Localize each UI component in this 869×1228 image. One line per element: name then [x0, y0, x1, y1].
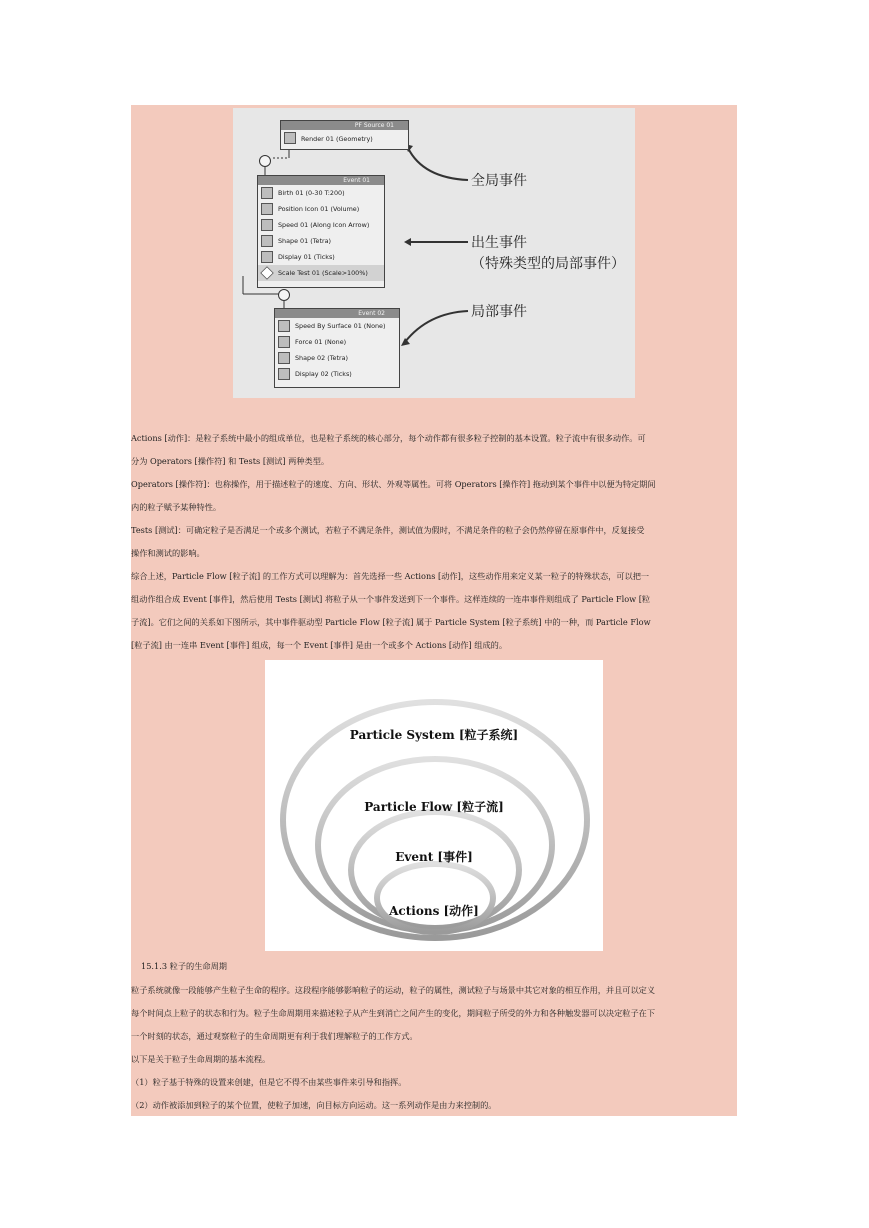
node-operator-row[interactable]: Birth 01 (0-30 T:200): [258, 185, 384, 201]
annotation-birth-event: 出生事件: [471, 235, 527, 251]
node-title: Event 02: [275, 309, 399, 318]
event-02-node[interactable]: [274, 308, 400, 388]
pf-source-node[interactable]: [280, 120, 409, 150]
speed-icon: [261, 219, 273, 231]
event-01-node[interactable]: [257, 175, 385, 288]
body-text-line: 以下是关于粒子生命周期的基本流程。: [131, 1054, 271, 1064]
display-icon: [278, 368, 290, 380]
node-operator-row[interactable]: Shape 02 (Tetra): [275, 350, 399, 366]
annotation-local-event: 局部事件: [471, 304, 527, 320]
body-text-line: 粒子系统就像一段能够产生粒子生命的程序。这段程序能够影响粒子的运动，粒子的属性，测试粒子与场景中其它对象的相互作用，并且可以定义: [131, 985, 656, 995]
body-text-line: 综合上述，Particle Flow [粒子流] 的工作方式可以理解为：首先选择一些 Actions [动作]，这些动作用来定义某一粒子的特殊状态，可以把一: [131, 571, 650, 581]
event-connector-icon: [278, 289, 290, 301]
node-title: PF Source 01: [281, 121, 408, 130]
annotation-global-event: 全局事件: [471, 173, 527, 189]
node-operator-row[interactable]: Render 01 (Geometry): [281, 130, 408, 148]
body-text-line: 每个时间点上粒子的状态和行为。粒子生命周期用来描述粒子从产生到消亡之间产生的变化，期间粒子所受的外力和各种触发器可以决定粒子在下: [131, 1008, 656, 1018]
label-particle-system: Particle System [粒子系统]: [349, 728, 519, 742]
node-operator-row[interactable]: Speed By Surface 01 (None): [275, 318, 399, 334]
body-text-line: 组动作组合成 Event [事件]，然后使用 Tests [测试] 将粒子从一个事件发送到下一个事件。这样连续的一连串事件则组成了 Particle Flow [粒: [131, 594, 651, 604]
node-operator-row[interactable]: Display 01 (Ticks): [258, 249, 384, 265]
body-text-line: 内的粒子赋予某种特性。: [131, 502, 222, 512]
label-actions: Actions [动作]: [389, 904, 479, 918]
node-operator-row[interactable]: Display 02 (Ticks): [275, 366, 399, 382]
annotation-birth-event-note: （特殊类型的局部事件）: [471, 256, 625, 272]
position-icon: [261, 203, 273, 215]
label-particle-flow: Particle Flow [粒子流]: [364, 800, 504, 814]
speed-icon: [278, 320, 290, 332]
body-text-line: （1）粒子基于特殊的设置来创建，但是它不得不由某些事件来引导和指挥。: [131, 1077, 407, 1087]
body-text-line: 分为 Operators [操作符] 和 Tests [测试] 两种类型。: [131, 456, 330, 466]
test-icon: [260, 266, 274, 280]
birth-icon: [261, 187, 273, 199]
body-text-line: （2）动作被添加到粒子的某个位置，使粒子加速，向目标方向运动。这一系列动作是由力来控制的。: [131, 1100, 497, 1110]
particle-flow-diagram: [233, 108, 635, 398]
event-connector-icon: [259, 155, 271, 167]
node-operator-row[interactable]: Position Icon 01 (Volume): [258, 201, 384, 217]
node-title: Event 01: [258, 176, 384, 185]
display-icon: [261, 251, 273, 263]
body-text-line: Tests [测试]：可确定粒子是否满足一个或多个测试，若粒子不满足条件，测试值为假时，不满足条件的粒子会仍然停留在原事件中，反复接受: [131, 525, 645, 535]
node-operator-row[interactable]: Speed 01 (Along Icon Arrow): [258, 217, 384, 233]
section-heading: 15.1.3 粒子的生命周期: [141, 961, 227, 971]
body-text-line: [粒子流] 由一连串 Event [事件] 组成，每一个 Event [事件] 是由一个或多个 Actions [动作] 组成的。: [131, 640, 508, 650]
particle-hierarchy-diagram: [265, 660, 603, 951]
render-icon: [284, 132, 296, 144]
body-text-line: 子流]。它们之间的关系如下图所示，其中事件驱动型 Particle Flow [粒子流] 属于 Particle System [粒子系统] 中的一种，而 Particle Flow: [131, 617, 651, 627]
shape-icon: [278, 352, 290, 364]
shape-icon: [261, 235, 273, 247]
body-text-line: 一个时刻的状态，通过观察粒子的生命周期更有利于我们理解粒子的工作方式。: [131, 1031, 418, 1041]
body-text-line: Actions [动作]：是粒子系统中最小的组成单位，也是粒子系统的核心部分，每个动作都有很多粒子控制的基本设置。粒子流中有很多动作。可: [131, 433, 646, 443]
force-icon: [278, 336, 290, 348]
node-operator-row[interactable]: Shape 01 (Tetra): [258, 233, 384, 249]
node-operator-row[interactable]: Force 01 (None): [275, 334, 399, 350]
node-test-row[interactable]: Scale Test 01 (Scale>100%): [258, 265, 384, 281]
label-event: Event [事件]: [395, 850, 473, 864]
body-text-line: 操作和测试的影响。: [131, 548, 205, 558]
body-text-line: Operators [操作符]：也称操作，用于描述粒子的速度、方向、形状、外观等属性。可将 Operators [操作符] 拖动到某个事件中以便为特定期间: [131, 479, 656, 489]
